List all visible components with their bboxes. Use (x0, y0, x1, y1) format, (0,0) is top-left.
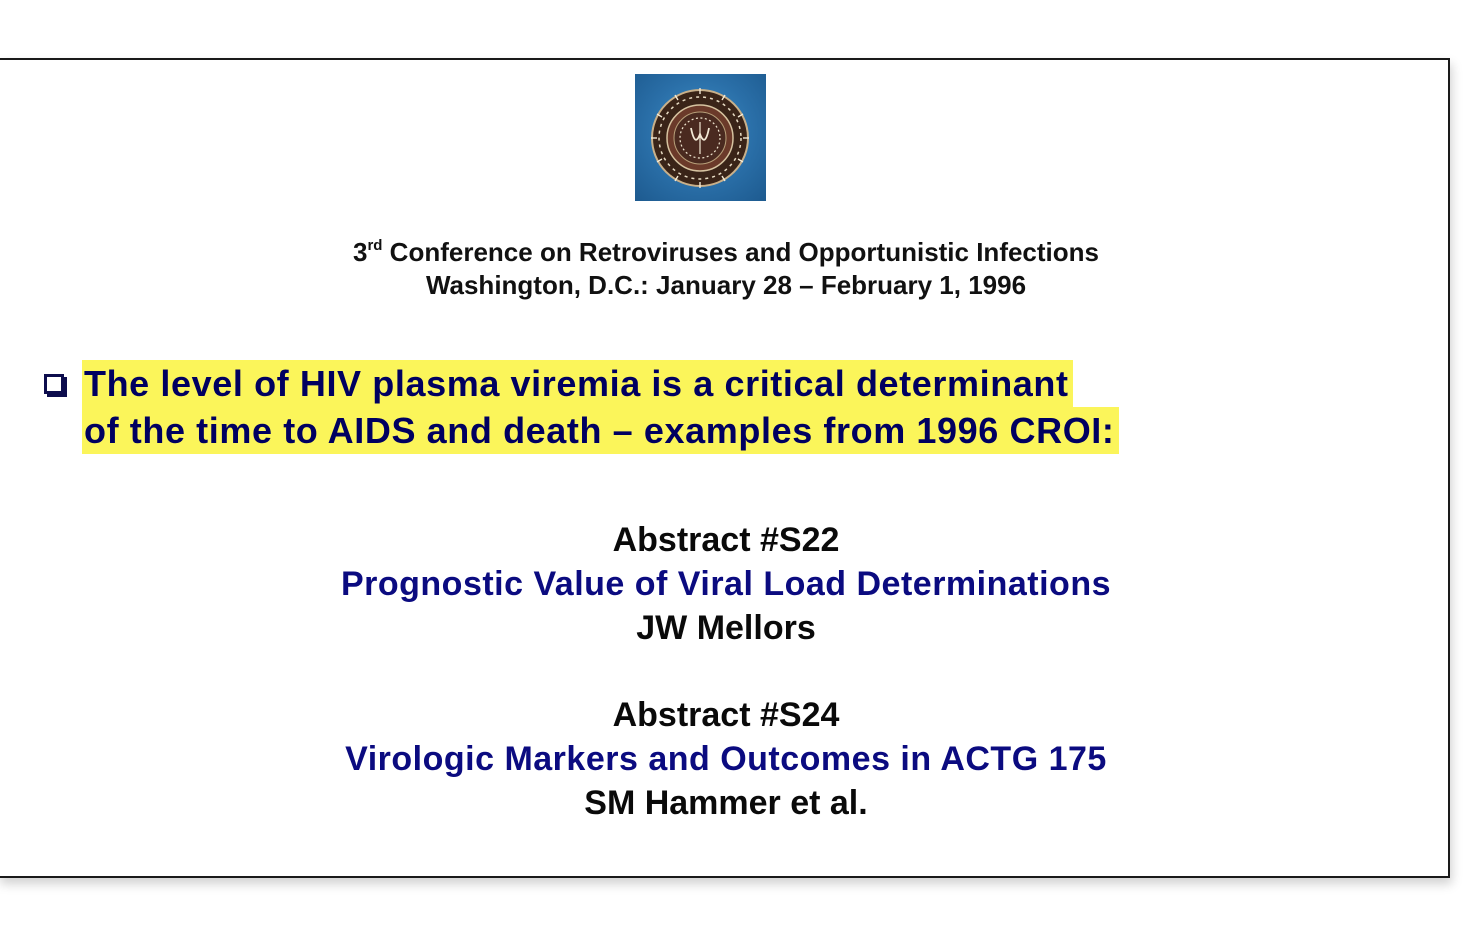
conference-title (0, 236, 1452, 269)
conference-header (0, 236, 1452, 302)
abstract-s24 (0, 693, 1452, 825)
abstract-author: SM Hammer et al. (584, 784, 868, 822)
abstract-s22 (0, 518, 1452, 650)
bullet-text (82, 360, 1119, 454)
conference-location-dates: Washington, D.C.: January 28 – February 1, 1996 (425, 270, 1027, 300)
abstract-title: Prognostic Value of Viral Load Determinations (340, 565, 1112, 603)
hollow-square-bullet-icon (44, 374, 64, 394)
conference-ordinal-number: 3 (352, 237, 368, 267)
conference-title-text: Conference on Retroviruses and Opportunistic Infections (382, 237, 1100, 267)
abstract-title: Virologic Markers and Outcomes in ACTG 175 (345, 740, 1107, 778)
bullet-line-1: The level of HIV plasma viremia is a critical determinant (82, 360, 1073, 407)
abstract-id: Abstract #S22 (612, 521, 840, 559)
bullet-line-2: of the time to AIDS and death – examples from 1996 CROI: (82, 407, 1119, 454)
abstract-author: JW Mellors (636, 609, 816, 647)
abstract-id: Abstract #S24 (612, 696, 840, 734)
conference-ordinal-suffix: rd (367, 237, 383, 254)
conference-seal-icon (635, 74, 766, 201)
